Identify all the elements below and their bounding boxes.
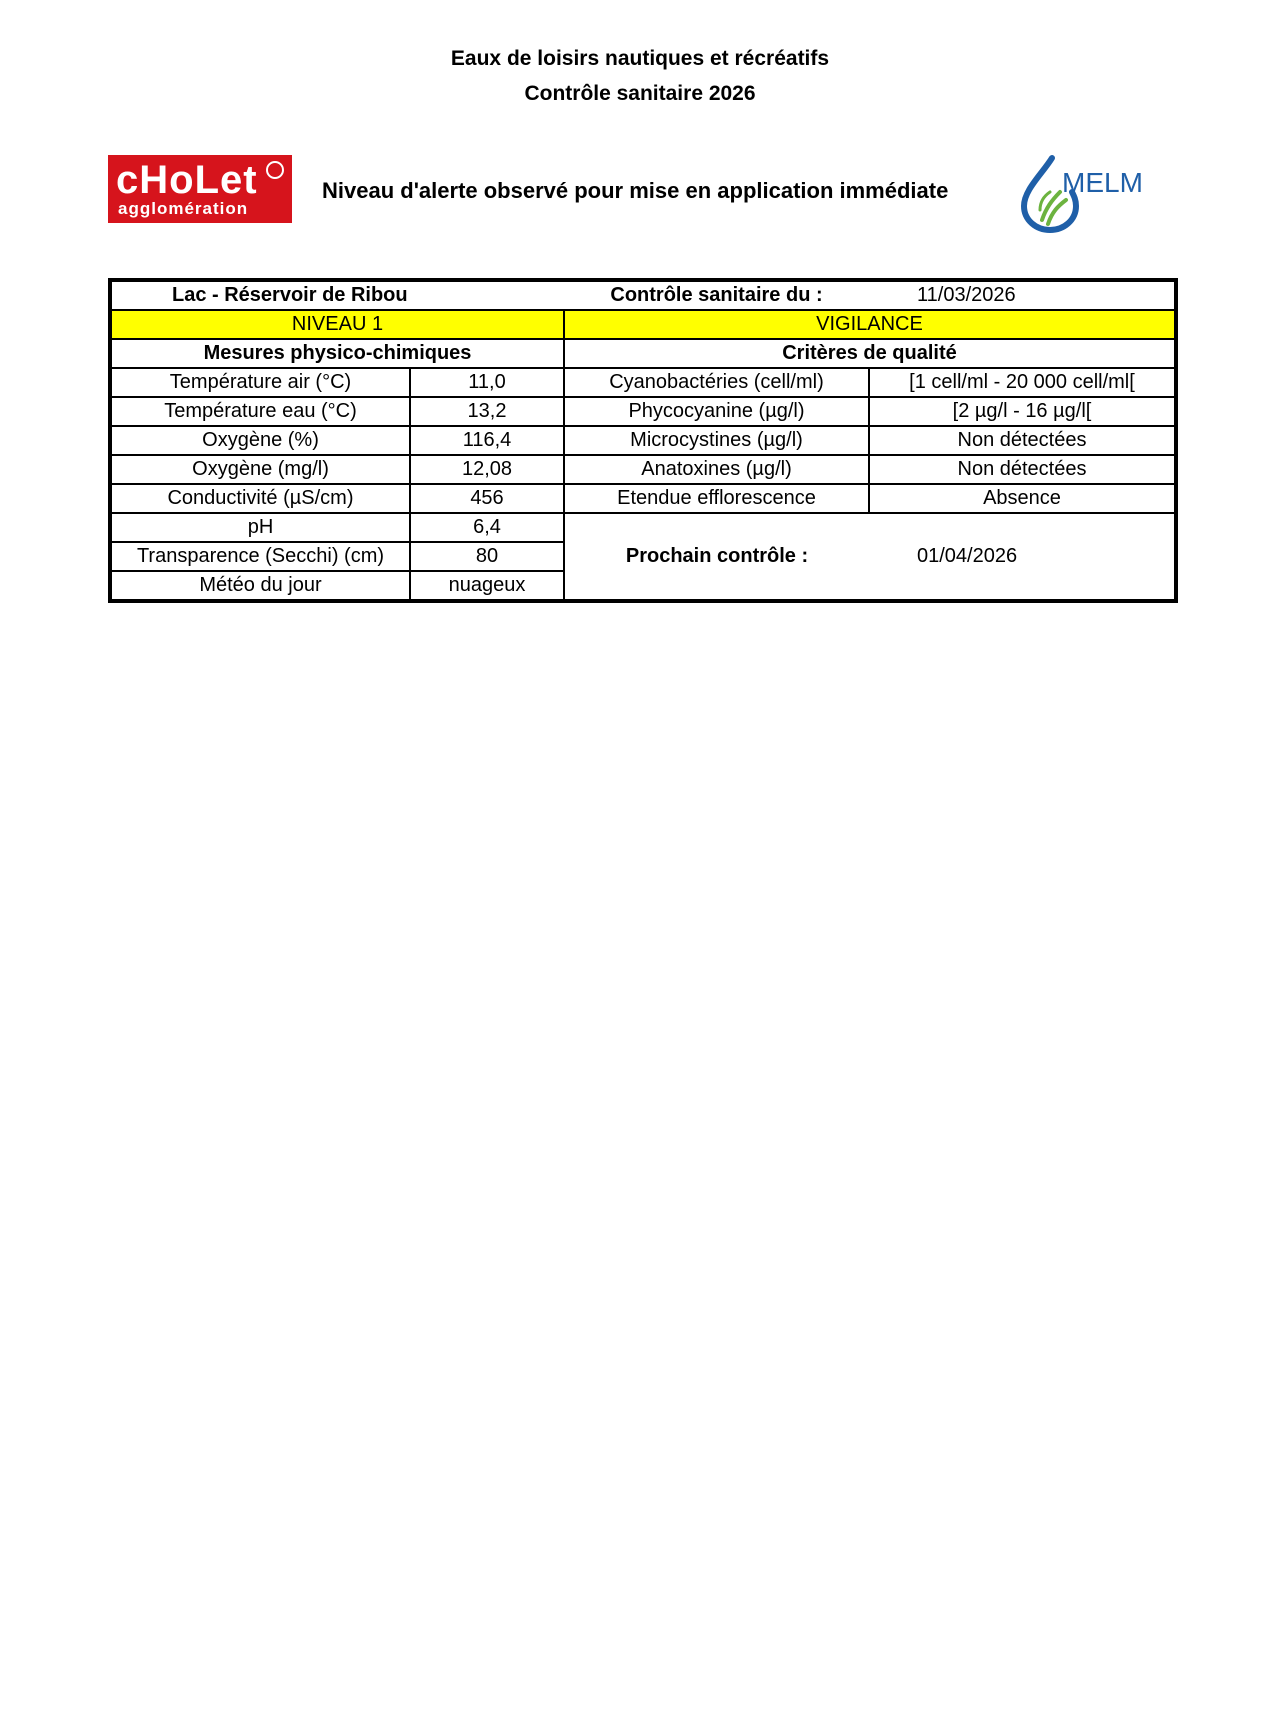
cholet-logo-tagline: agglomération xyxy=(118,199,249,218)
control-date-label: Contrôle sanitaire du : xyxy=(564,280,869,310)
quality-label: Microcystines (µg/l) xyxy=(564,426,869,455)
table-row xyxy=(110,397,1176,426)
quality-value: Non détectées xyxy=(869,455,1176,484)
alert-level-row xyxy=(110,310,1176,339)
site-name: Lac - Réservoir de Ribou xyxy=(110,280,564,310)
document-title: Eaux de loisirs nautiques et récréatifs xyxy=(450,47,830,70)
document-subtitle-year: Contrôle sanitaire 2026 xyxy=(524,82,756,105)
physico-label: Température eau (°C) xyxy=(110,397,410,426)
cholet-logo-wordmark: cHoLet xyxy=(116,158,258,202)
table-row xyxy=(110,455,1176,484)
quality-value: Absence xyxy=(869,484,1176,513)
melm-logo xyxy=(1018,154,1168,234)
quality-label: Anatoxines (µg/l) xyxy=(564,455,869,484)
physico-value: 12,08 xyxy=(410,455,564,484)
quality-label: Phycocyanine (µg/l) xyxy=(564,397,869,426)
physico-label: Température air (°C) xyxy=(110,368,410,397)
alert-level: NIVEAU 1 xyxy=(110,310,564,339)
table-row xyxy=(110,484,1176,513)
physico-label: Conductivité (µS/cm) xyxy=(110,484,410,513)
table-row xyxy=(110,426,1176,455)
site-header-row xyxy=(110,280,1176,310)
table-row xyxy=(110,513,1176,542)
alert-level-heading: Niveau d'alerte observé pour mise en application immédiate xyxy=(322,178,949,203)
quality-value: [1 cell/ml - 20 000 cell/ml[ xyxy=(869,368,1176,397)
table-row xyxy=(110,368,1176,397)
alert-status: VIGILANCE xyxy=(564,310,1176,339)
next-control-label: Prochain contrôle : xyxy=(564,513,869,601)
physico-value: 80 xyxy=(410,542,564,571)
physico-header: Mesures physico-chimiques xyxy=(110,339,564,368)
physico-value: 11,0 xyxy=(410,368,564,397)
melm-drop-icon xyxy=(1018,154,1168,234)
physico-value: 6,4 xyxy=(410,513,564,542)
physico-label: Oxygène (mg/l) xyxy=(110,455,410,484)
melm-logo-text: MELM xyxy=(1062,167,1143,198)
physico-label: Oxygène (%) xyxy=(110,426,410,455)
sanitary-control-table xyxy=(108,278,1178,603)
control-date-value: 11/03/2026 xyxy=(869,280,1176,310)
section-header-row xyxy=(110,339,1176,368)
quality-value: Non détectées xyxy=(869,426,1176,455)
physico-value: 116,4 xyxy=(410,426,564,455)
quality-value: [2 µg/l - 16 µg/l[ xyxy=(869,397,1176,426)
next-control-date: 01/04/2026 xyxy=(869,513,1176,601)
physico-value: nuageux xyxy=(410,571,564,601)
physico-label: Transparence (Secchi) (cm) xyxy=(110,542,410,571)
quality-label: Etendue efflorescence xyxy=(564,484,869,513)
physico-value: 13,2 xyxy=(410,397,564,426)
cholet-logo-swirl-icon xyxy=(266,161,284,179)
quality-header: Critères de qualité xyxy=(564,339,1176,368)
physico-label: pH xyxy=(110,513,410,542)
cholet-agglomeration-logo xyxy=(108,155,292,223)
physico-value: 456 xyxy=(410,484,564,513)
quality-label: Cyanobactéries (cell/ml) xyxy=(564,368,869,397)
physico-label: Météo du jour xyxy=(110,571,410,601)
